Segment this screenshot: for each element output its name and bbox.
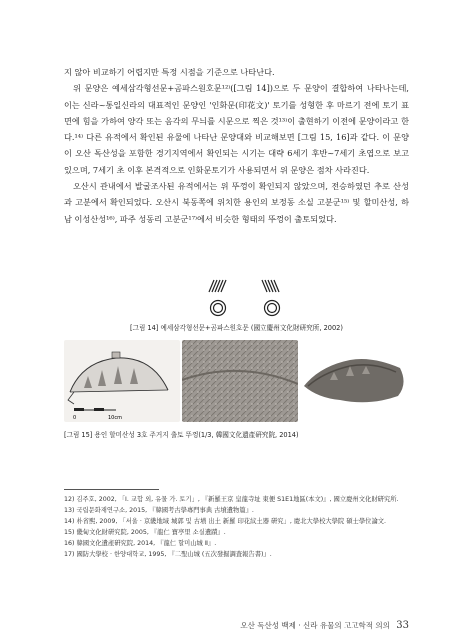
figure-15-images [64, 340, 409, 422]
compass-circle-left [211, 301, 226, 316]
lid-surface-photo [182, 340, 298, 422]
footnote-12: 12) 김주호, 2002, 「Ⅰ. 교합 외, 유물 가. 토기」, 『新羅王京 皇龍寺址 東便 S1E1地區(本文)』, 國立慶州文化財硏究所. [64, 496, 399, 503]
page-footer [240, 620, 409, 631]
footnote-15: 15) 畿甸文化財硏究院, 2005, 『龍仁 寶亭里 소실遺蹟』. [64, 528, 226, 536]
footnotes [64, 495, 409, 560]
scale-zero: 0 [73, 415, 77, 421]
paragraph-2: 위 문양은 예세삼각형선문+곰파스원호문¹²⁾([그림 14])으로 두 문양이 결합하여 나타나는데, 이는 신라~통일신라의 대표적인 문양인 '인화문(印花文)' 토기를 성형한 후 마르기 전에 토기 표면에 힘을 가하여 양각 또는 음각의 무늬를 시문으로 찍은 것¹³⁾이 출현하기 이전에 문양이라고 한다.¹⁴⁾ 다른 유적에서 확인된 유물에 나타난 문양대와 비교해보면 [그림 15, 16]과 같다. 이 문양이 오산 독산성을 포함한 경기지역에서 확인되는 시기는 대략 6세기 후반~7세기 초엽으로 보고 있으며, 7세기 초 이후 본격적으로 인화문토기가 사용되면서 위 문양은 점차 사라진다. [64, 83, 409, 175]
paragraph-1: 지 않아 비교하기 어렵지만 특정 시점을 기준으로 나타난다. [64, 67, 275, 77]
running-title: 오산 독산성 백제 · 신라 유물의 고고학적 의의 [240, 621, 390, 630]
figure-15-caption: [그림 15] 용인 할미산성 3호 주거지 출토 뚜껑(1/3, 韓國文化遺產硏究院, 2014) [64, 431, 299, 439]
compass-circle-right [265, 301, 280, 316]
paragraph-3: 오산시 관내에서 발굴조사된 유적에서는 위 뚜껑이 확인되지 않았으며, 전승하였던 추로 산성과 고분에서 확인되었다. 오산시 북동쪽에 위치한 용인의 보정동 소실 고분군¹⁵⁾ 및 할미산성, 하남 이성산성¹⁶⁾, 파주 성동리 고분군¹⁷⁾에서 비슷한 형태의 뚜껑이 출토되었다. [64, 181, 409, 224]
scale-label: 10cm [108, 415, 122, 421]
page-number: 33 [396, 620, 409, 631]
footnote-14: 14) 朴省熙, 2009, 「서울 · 京畿地域 城郭 및 古墳 出土 新羅 印花紋土器 硏究」, 慶北大學校大學院 碩士學位論文. [64, 517, 387, 525]
lid-profile-drawing [64, 340, 180, 422]
footnote-16: 16) 韓國文化遺產硏究院, 2014, 『龍仁 할미山城 Ⅱ』. [64, 539, 217, 547]
footnote-17: 17) 國防大學校 · 한양대학교, 1995, 『二聖山城 (五次發掘調査報告書)』. [64, 550, 272, 558]
footnote-divider [64, 489, 159, 490]
figure-14-pattern-drawing [200, 278, 292, 318]
body-text [64, 64, 409, 227]
figure-14-caption: [그림 14] 예세삼각형선문+곰파스원호문 (國立慶州文化財硏究所, 2002) [130, 324, 343, 332]
triangle-hatch-left [209, 280, 226, 292]
lid-fragment-photo [300, 340, 409, 422]
footnote-13: 13) 국립문화재연구소, 2015, 『韓國考古學專門事典 古墳遺物篇』. [64, 506, 254, 514]
triangle-hatch-right [262, 280, 279, 292]
